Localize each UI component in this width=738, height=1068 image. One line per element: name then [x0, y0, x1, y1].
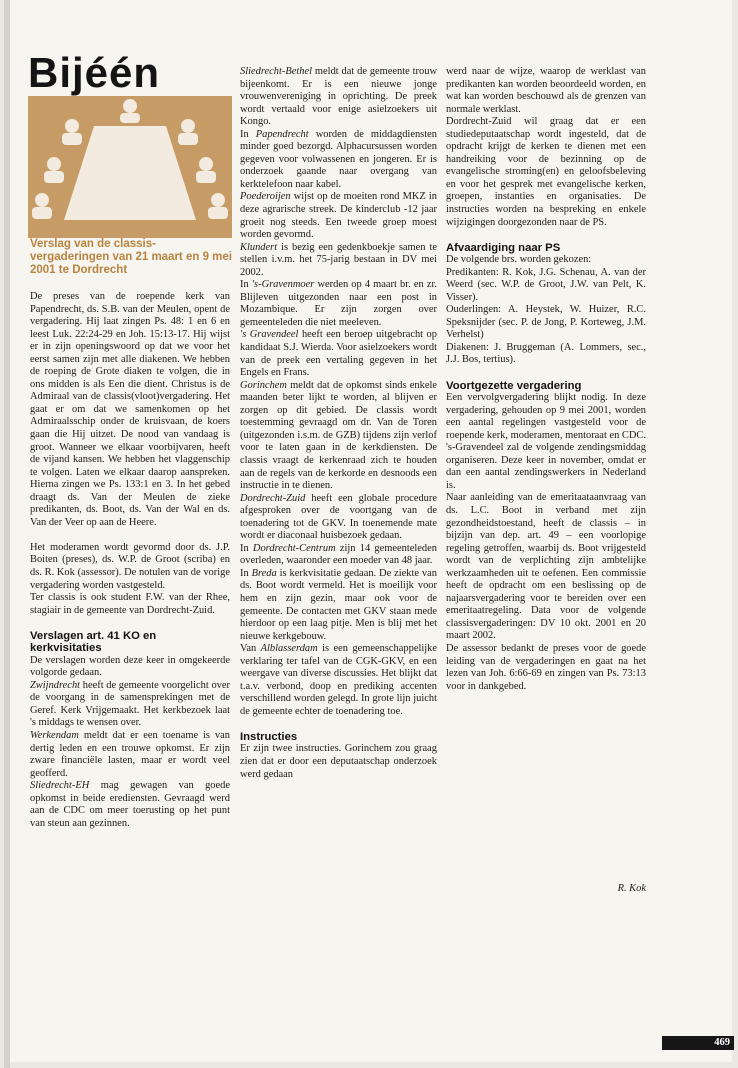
- report-item: Gorinchem meldt dat de opkomst sinds enkele maanden beter lijkt te worden, al blijven er zorgen op dit gebied. De classis wordt toestemming gevraagd om dr. Van de Toren (uitgezonden i.s.m. de GZB) tijdens zijn verlof voor te laten gaan in de kerkdiensten. De classis vraagt de kerkenraad zich te houden aan de regels van de kerkorde en desnoods een instructie in te dienen.: [240, 379, 437, 492]
- section-heading-verslagen: Verslagen art. 41 KO en kerkvisitaties: [30, 629, 157, 655]
- report-item: In Papendrecht worden de middagdiensten minder goed bezorgd. Alphacursussen worden gegeven voor volwassenen en jongeren. Er is onderzoek gaande naar overgang van kerktelefoon naar kabel.: [240, 128, 437, 190]
- afvaardiging-line: Diakenen: J. Bruggeman (A. Lommers, sec., J.J. Bos, tertius).: [446, 341, 646, 366]
- instructies-paragraph: Er zijn twee instructies. Gorinchem zou graag zien dat er door een deputaatschap onderzoek werd gedaan: [240, 743, 437, 780]
- page-number-bar: [662, 1036, 734, 1050]
- page-number: 469: [714, 1037, 730, 1048]
- report-item: Werkendam meldt dat er een toename is van dertig leden en een trouwe opkomst. Er zijn zware financiële lasten, maar er wordt veel geofferd.: [30, 729, 230, 779]
- moderamen-paragraph: Het moderamen wordt gevormd door ds. J.P. Boiten (preses), ds. W.P. de Groot (scriba) en ds. R. Kok (assessor). De notulen van de vorige vergadering worden vastgesteld.: [30, 541, 230, 591]
- report-title: Verslag van de classis-vergaderingen van 21 maart en 9 mei 2001 te Dordrecht: [30, 238, 232, 276]
- voortgezette-paragraph: 's-Gravendeel zal de volgende zendingsmiddag organiseren. Deze keer in november, omdat er dan een aantal zendingswerkers in Nederland is.: [446, 442, 646, 491]
- voortgezette-paragraph: Naar aanleiding van de emeritaataanvraag van ds. L.C. Boot in verband met zijn gezondheidstoestand, heeft de classis – in bijzijn van dep. art. 49 – een voorlopige regeling getroffen, waarbij ds. Boot vrijgesteld wordt van de verplichting zijn ambtelijke werkzaamheden uit te oefenen. Een commissie heeft de opdracht om een beslissing op de najaarsvergadering voor te bereiden over een emeritaatregeling. Data voor de volgende classisvergaderingen: DV 10 okt. 2001 en 20 maart 2002.: [446, 492, 646, 642]
- report-item: Poederoijen wijst op de moeiten rond MKZ in deze agrarische streek. De kinderclub -12 jaar groeit nog steeds. Een tweede groep moest worden gevormd.: [240, 191, 437, 241]
- stagiair-paragraph: Ter classis is ook student F.W. van der Rhee, stagiair in de gemeente van Dordrecht-Zuid.: [30, 592, 230, 616]
- report-item: Sliedrecht-EH mag gewagen van goede opkomst in beide erediensten. Gevraagd werd aan de CDC om meer toerusting op het punt van steun aan gezinnen.: [30, 780, 230, 829]
- afvaardiging-line: De volgende brs. worden gekozen:: [446, 254, 592, 266]
- voortgezette-paragraph: Een vervolgvergadering blijkt nodig. In deze vergadering, gehouden op 9 mei 2001, worden een aantal regelingen vastgesteld voor de roepende kerk, moderamen, mentoraat en CDC.: [446, 392, 646, 441]
- author-signature: R. Kok: [617, 883, 646, 894]
- report-item: In Breda is kerkvisitatie gedaan. De ziekte van ds. Boot wordt vermeld. Het is moeilijk voor hem en zijn gezin, maar ook voor de gemeente. De contacten met GKV staan mede hierdoor op een laag pitje. Men is blij met het nieuwe kerkgebouw.: [240, 567, 438, 642]
- report-item: Zwijndrecht heeft de gemeente voorgelicht over de voorgang in de samensprekingen met de Geref. Kerk Vrijgemaakt. Het kerkbezoek laat 's middags te wensen over.: [30, 679, 230, 729]
- section-intro: De verslagen worden deze keer in omgekeerde volgorde gedaan.: [30, 654, 230, 679]
- afvaardiging-line: Ouderlingen: A. Heystek, W. Huizer, R.C. Speksnijder (sec. P. de Jong, P. Korteweg, J.M. Verhelst): [446, 304, 646, 341]
- report-item: Dordrecht-Zuid heeft een globale procedure afgesproken over de voortgang van de toenadering tot de GKV. In toenemende mate wordt er diaconaal huisbezoek gedaan.: [240, 492, 437, 542]
- logo-title: Bijéén: [28, 49, 161, 96]
- report-item: Van Alblasserdam is een gemeenschappelijke verklaring ter tafel van de CGK-GKV, en een weergave van diverse discussies. Het blijkt dat t.a.v. verbond, doop en prediking accenten verschillend worden gelegd. In grote lijn juicht de gemeente echter de toenadering toe.: [240, 643, 437, 717]
- intro-paragraph: De preses van de roepende kerk van Papendrecht, ds. S.B. van der Meulen, opent de vergadering. Hij laat zingen Ps. 48: 1 en 6 en leest Luk. 22:24-29 en Joh. 15:13-17. Hij wijst er in zijn openingswoord op dat we voor het eerst samen zijn met alle diakenen. We hebben de roeping de Grote diaken te volgen, die in ons midden is als Een die dient. Christus is de Admiraal van de classis(vloot)vergadering. Het gaat er om dat we samenkomen op het Admiraalsschip onder de kruisvaan, de koers gaan die Hij uitzet. De nood van vandaag is groot. Wanneer we elkaar voorbijvaren, heeft de vijand kansen. We hebben het vlaggenschip te volgen. Laten we elkaar daarop aanspreken. Hierna zingen we Ps. 133:1 en 3. In het gebed draagt ds. Van der Meulen de zieke predikanten, ds. Boot, ds. Van der Wal en ds. Van der Veer op aan de Heere.: [30, 291, 230, 528]
- afvaardiging-line: Predikanten: R. Kok, J.G. Schenau, A. van der Weerd (sec. W.P. de Groot, J.W. van Pelt, K. Visser).: [446, 266, 646, 303]
- section-heading-afvaardiging: Afvaardiging naar PS: [446, 241, 561, 254]
- section-heading-voortgezette: Voortgezette vergadering: [446, 379, 582, 392]
- page: [10, 0, 732, 1062]
- meeting-table-icon: [28, 96, 232, 238]
- column-2: [240, 66, 437, 781]
- report-item: Klundert is bezig een gedenkboekje samen te stellen i.v.m. het 75-jarig bestaan in DV mei 2002.: [240, 241, 437, 278]
- column-1: [30, 291, 230, 830]
- section-heading-instructies: Instructies: [240, 730, 298, 743]
- report-item: Sliedrecht-Bethel meldt dat de gemeente trouw bijeenkomt. Er is een nieuwe jonge vrouwenvereniging in oprichting. De preek wordt vertaald voor enige asielzoekers uit Kongo.: [240, 66, 437, 128]
- report-item: 's Gravendeel heeft een beroep uitgebracht op kandidaat S.J. Wierda. Voor asielzoekers wordt van de preek een vertaling gegeven in het Engels en Frans.: [240, 329, 437, 379]
- report-item: In 's-Gravenmoer werden op 4 maart br. en zr. Blijleven uitgezonden naar een post in Mozambique. Er zijn zorgen over gemeenteleden die niet meeleven.: [240, 279, 437, 328]
- report-item: In Dordrecht-Centrum zijn 14 gemeenteleden overleden, waaronder een moeder van 48 jaar.: [240, 542, 437, 567]
- column-3: [446, 66, 646, 693]
- instructies-continued: werd naar de wijze, waarop de werklast van predikanten kan worden beoordeeld worden, en wat kan worden beschouwd als de grenzen van normale werklast.: [446, 66, 646, 115]
- dordrecht-zuid-instructie: Dordrecht-Zuid wil graag dat er een studiedeputaatschap wordt ingesteld, dat de opdracht krijgt de kerken te dienen met een handreiking voor de bezinning op de evangelische stroming(en) en geloofsbeleving en voor het gesprek met evangelische kerken, groepen, instanties en organisaties. De instructies worden na bespreking en enkele wijzigingen doorgezonden naar de PS.: [446, 116, 646, 228]
- voortgezette-paragraph: De assessor bedankt de preses voor de goede leiding van de vergaderingen en gaat na het lezen van Joh. 6:66-69 en zingen van Ps. 73:13 voor in dankgebed.: [446, 642, 646, 692]
